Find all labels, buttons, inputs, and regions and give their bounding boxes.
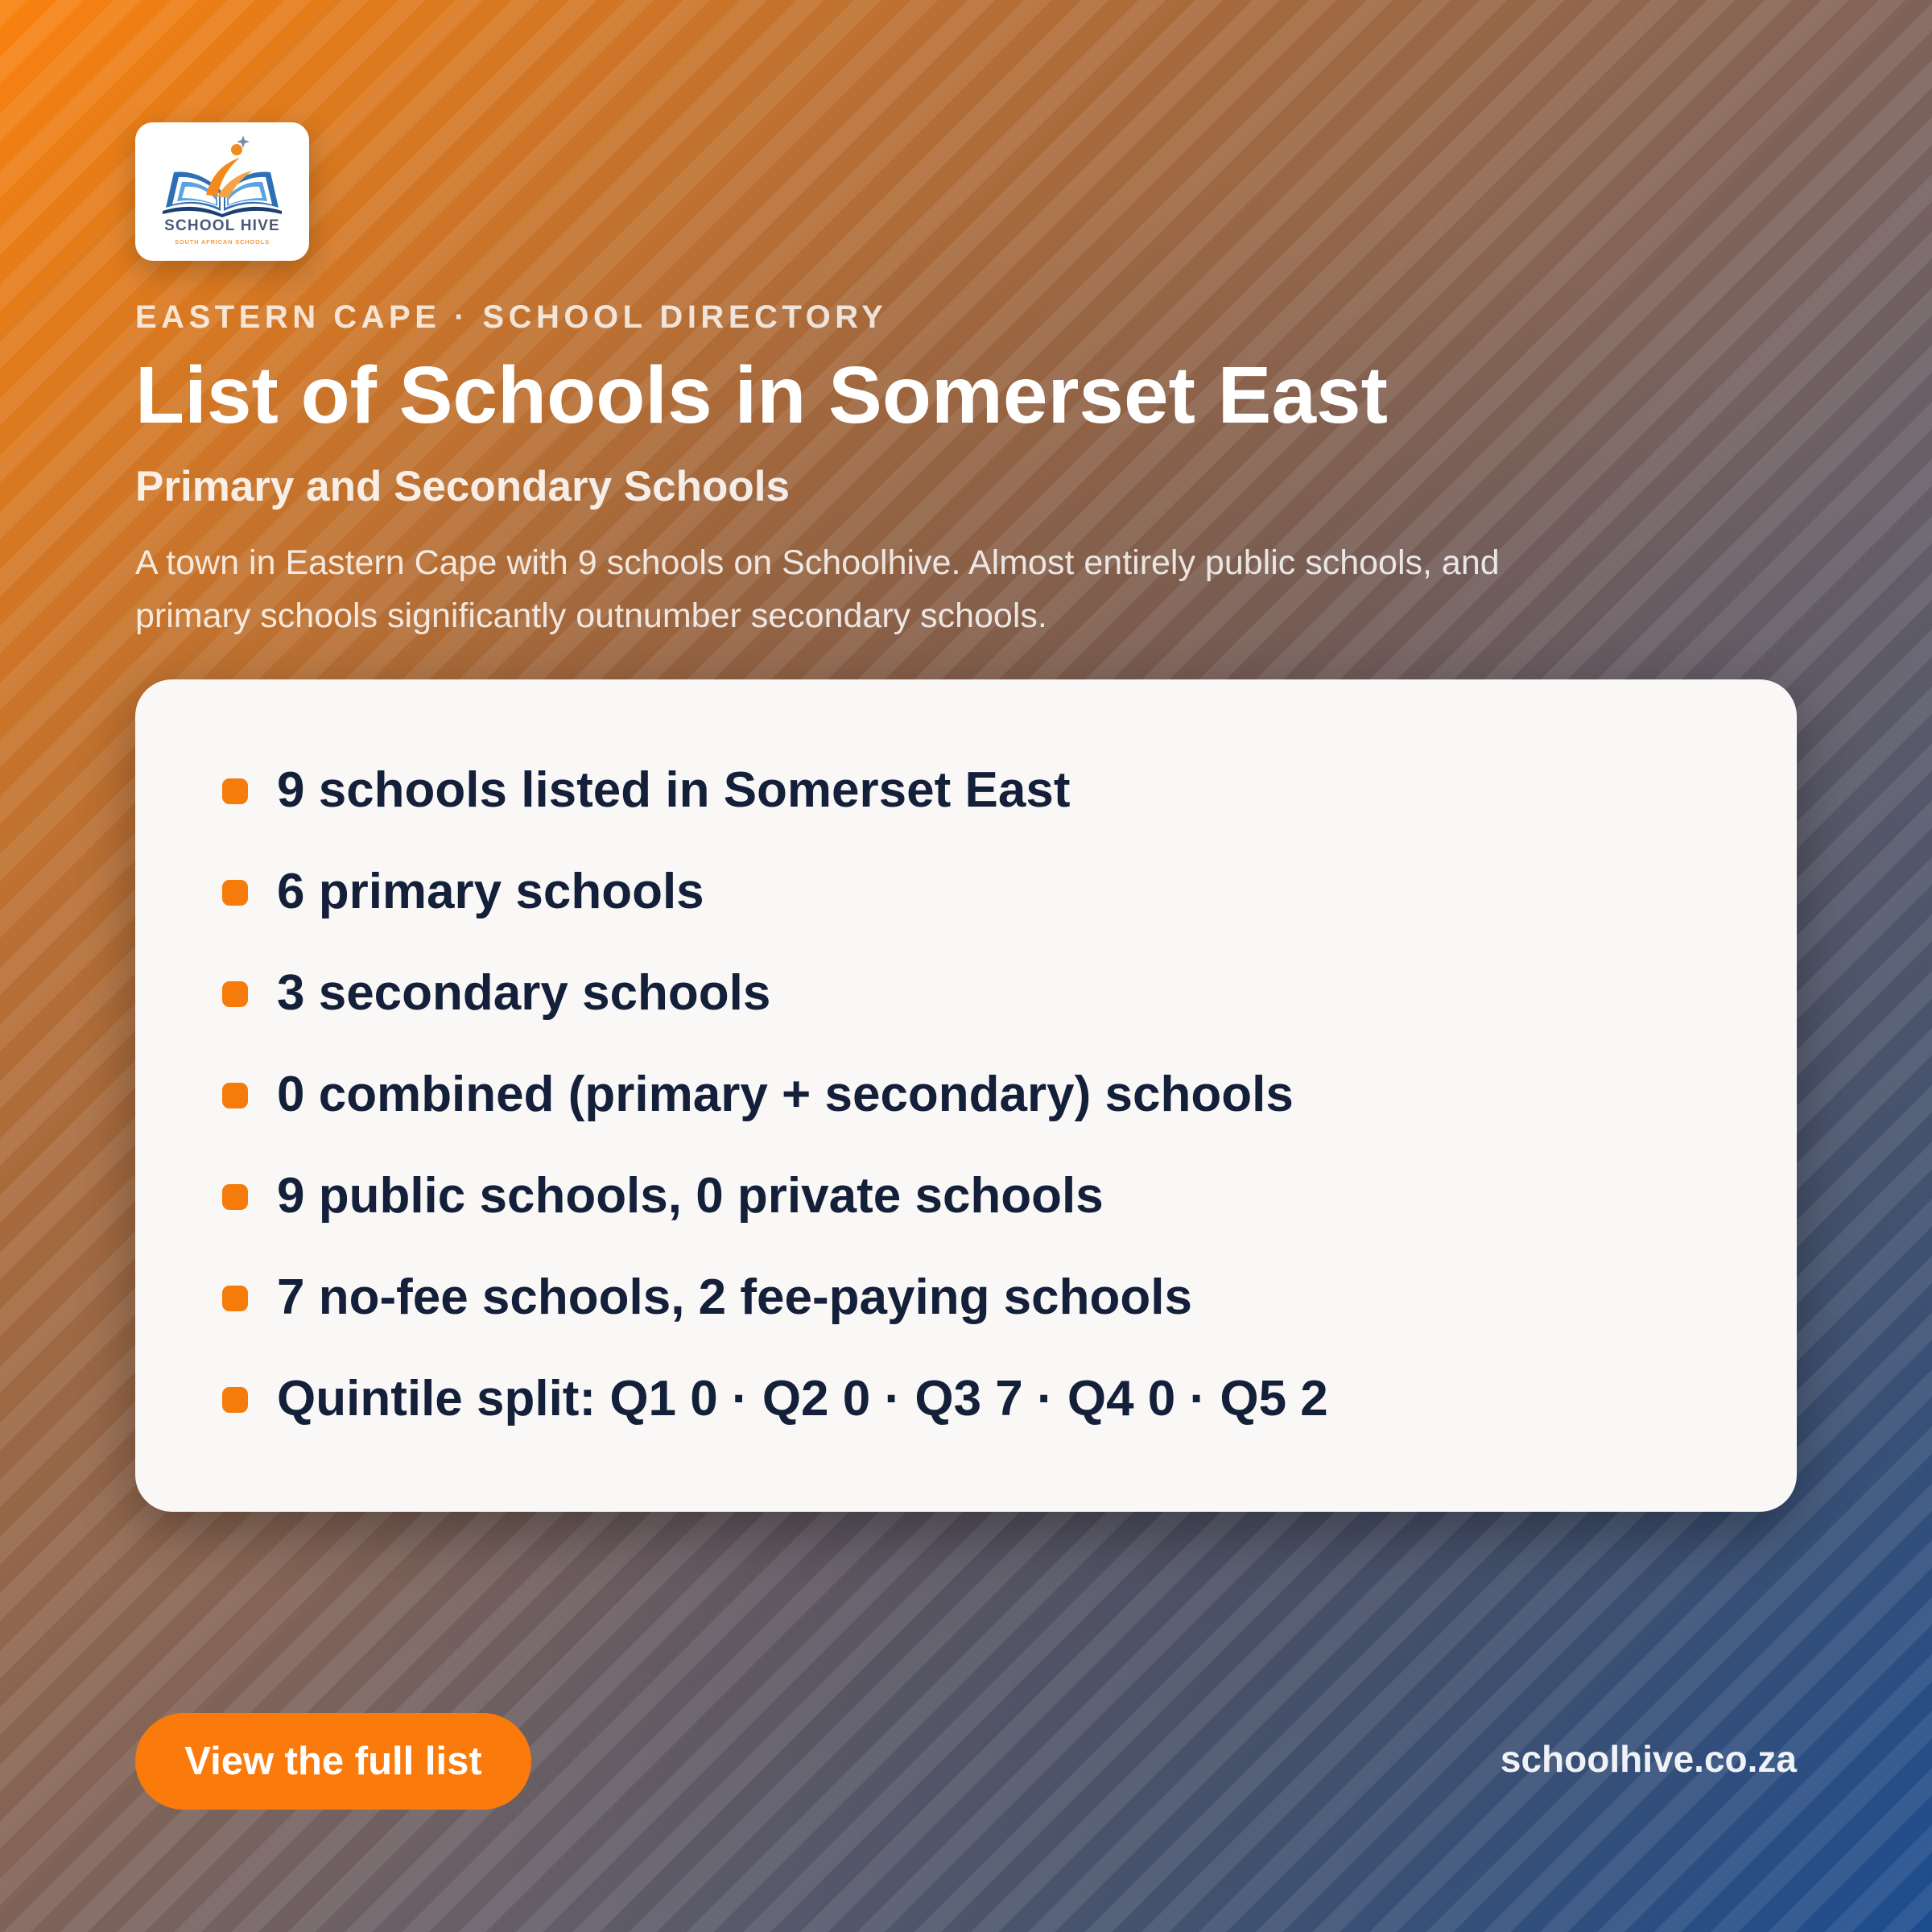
logo-tagline: SOUTH AFRICAN SCHOOLS	[175, 238, 270, 246]
eyebrow-label: EASTERN CAPE · SCHOOL DIRECTORY	[135, 299, 888, 335]
page-title: List of Schools in Somerset East	[135, 350, 1388, 440]
fact-text: Quintile split: Q1 0 · Q2 0 · Q3 7 · Q4 0 · Q5 2	[277, 1371, 1328, 1426]
fact-text: 3 secondary schools	[277, 965, 771, 1021]
bullet-icon	[222, 880, 248, 906]
view-full-list-button[interactable]: View the full list	[135, 1713, 531, 1810]
fact-text: 6 primary schools	[277, 864, 704, 919]
school-hive-logo	[135, 122, 309, 261]
bullet-icon	[222, 1286, 248, 1311]
fact-text: 9 public schools, 0 private schools	[277, 1168, 1104, 1224]
page-subtitle: Primary and Secondary Schools	[135, 463, 790, 510]
bullet-icon	[222, 1083, 248, 1108]
fact-text: 0 combined (primary + secondary) schools	[277, 1067, 1294, 1122]
fact-text: 7 no-fee schools, 2 fee-paying schools	[277, 1269, 1192, 1325]
site-url: schoolhive.co.za	[1500, 1738, 1797, 1780]
fact-text: 9 schools listed in Somerset East	[277, 762, 1071, 818]
facts-panel	[135, 679, 1797, 1512]
bullet-icon	[222, 1184, 248, 1210]
open-book-logo-icon	[158, 134, 287, 217]
bullet-icon	[222, 1387, 248, 1413]
page-description: A town in Eastern Cape with 9 schools on Schoolhive. Almost entirely public schools, and primary schools significantly outnumber secondary schools.	[135, 543, 1500, 635]
bullet-icon	[222, 981, 248, 1007]
logo-wordmark: SCHOOL HIVE	[164, 217, 280, 234]
bullet-icon	[222, 778, 248, 804]
